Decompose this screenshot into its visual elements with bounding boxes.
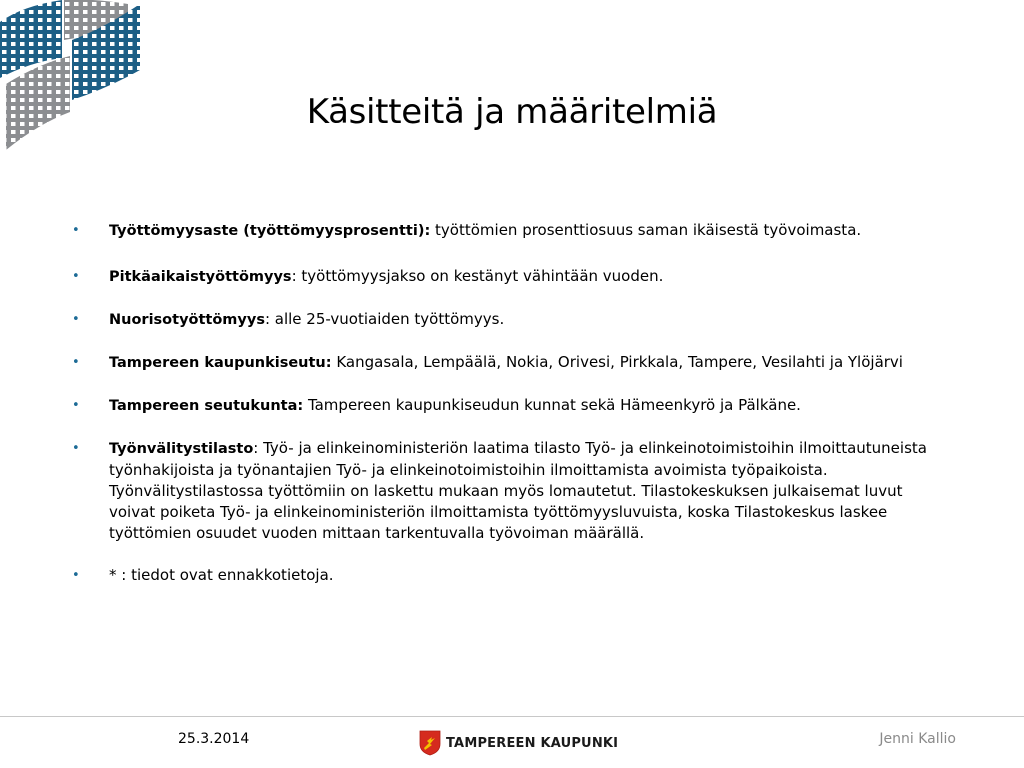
definition-term: Tampereen seutukunta: [109, 398, 304, 414]
organization-name: TAMPEREEN KAUPUNKI [446, 735, 619, 751]
list-item [70, 352, 930, 374]
footer-divider [0, 716, 1024, 717]
definition-text: : alle 25-vuotiaiden työttömyys. [264, 310, 505, 328]
definition-term: Tampereen kaupunkiseutu: [109, 355, 332, 371]
list-item [70, 438, 930, 544]
bullet-marker: • [72, 355, 80, 370]
definition-text: * : tiedot ovat ennakkotietoja. [109, 566, 334, 584]
bullet-marker: • [72, 269, 80, 284]
bullet-marker: • [72, 312, 80, 327]
definition-term: Työnvälitystilasto [109, 441, 254, 457]
footer-author: Jenni Kallio [879, 731, 956, 747]
definition-text: : työttömyysjakso on kestänyt vähintään vuoden. [291, 267, 664, 285]
list-item [70, 266, 930, 288]
definition-term: Työttömyysaste (työttömyysprosentti): [109, 223, 431, 239]
definition-term: Nuorisotyöttömyys [109, 312, 265, 328]
city-buildings-logo [0, 0, 150, 155]
list-item [70, 395, 930, 417]
definition-text: työttömien prosenttiosuus saman ikäisestä työvoimasta. [430, 221, 862, 239]
slide-title: Käsitteitä ja määritelmiä [306, 92, 718, 132]
list-item [70, 220, 930, 242]
definition-text: Kangasala, Lempäälä, Nokia, Orivesi, Pirkkala, Tampere, Vesilahti ja Ylöjärvi [331, 353, 903, 371]
footer-date: 25.3.2014 [178, 731, 250, 747]
footer-organization-logo [419, 730, 618, 756]
bullet-marker: • [72, 398, 80, 413]
definition-term: Pitkäaikaistyöttömyys [109, 269, 292, 285]
definition-list [70, 220, 930, 587]
list-item [70, 309, 930, 331]
bullet-marker: • [72, 223, 80, 238]
definition-text: : Työ- ja elinkeinoministeriön laatima tilasto Työ- ja elinkeinotoimistoihin ilmoittautuneista työnhakijoista ja työnantajien Työ- ja elinkeinotoimistoihin ilmoittamista avoimista työpaikoista. Työnvälitystilastossa työttömiin on laskettu mukaan myös lomautetut. Tilastokeskuksen julkaisemat luvut voivat poiketa Työ- ja elinkeinoministeriön ilmoittamista työttömyysluvuista, koska Tilastokeskus laskee työttömien osuudet vuoden mittaan tarkentuvalla työvoiman määrällä. [109, 439, 927, 542]
city-crest-icon [419, 730, 441, 756]
list-item [70, 565, 930, 587]
definition-text: Tampereen kaupunkiseudun kunnat sekä Hämeenkyrö ja Pälkäne. [303, 396, 801, 414]
bullet-marker: • [72, 568, 80, 583]
bullet-marker: • [72, 441, 80, 456]
